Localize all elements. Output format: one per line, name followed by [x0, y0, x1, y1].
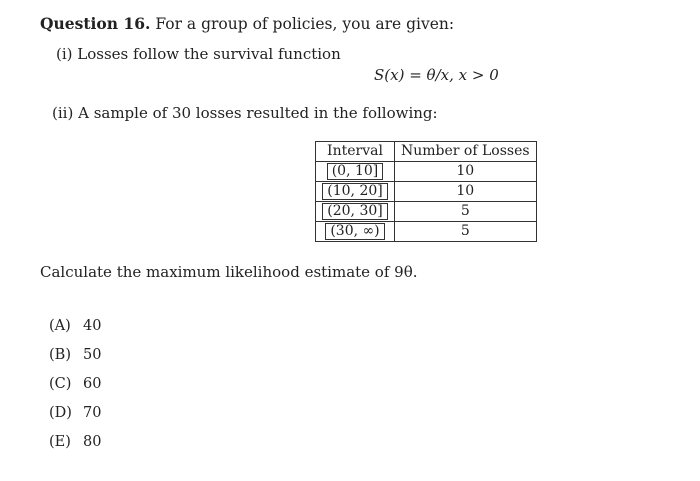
given-item-2: [52, 104, 438, 122]
choice-value: 70: [83, 405, 102, 421]
choice-label: (D): [49, 405, 72, 421]
interval-value: (30, ∞): [325, 223, 384, 240]
question-heading: [40, 14, 454, 33]
interval-value: (0, 10]: [327, 163, 384, 180]
given-item-2-label: (ii): [52, 104, 74, 122]
choice-label: (A): [49, 318, 71, 334]
given-item-2-text: A sample of 30 losses resulted in the following:: [78, 104, 438, 122]
loss-interval-table: [315, 141, 537, 242]
table-header-row: [316, 142, 537, 162]
choice-value: 40: [83, 318, 102, 334]
choice-value: 50: [83, 347, 102, 363]
interval-value: (20, 30]: [322, 203, 387, 220]
count-cell: 5: [395, 222, 537, 242]
given-item-1: [56, 45, 341, 63]
answer-choice-e[interactable]: [49, 434, 101, 450]
answer-choice-b[interactable]: [49, 347, 101, 363]
interval-value: (10, 20]: [322, 183, 387, 200]
question-prompt: Calculate the maximum likelihood estimate of 9θ.: [40, 263, 418, 281]
question-intro: For a group of policies, you are given:: [155, 15, 455, 33]
table-row: [316, 202, 537, 222]
interval-cell: [316, 182, 395, 202]
choice-value: 60: [83, 376, 102, 392]
interval-cell: [316, 162, 395, 182]
choice-value: 80: [83, 434, 102, 450]
survival-function-formula: S(x) = θ/x, x > 0: [374, 66, 499, 84]
choice-label: (C): [49, 376, 72, 392]
count-cell: 10: [395, 162, 537, 182]
choice-label: (E): [49, 434, 71, 450]
header-interval: Interval: [316, 142, 395, 162]
table-row: [316, 182, 537, 202]
table-row: [316, 222, 537, 242]
answer-choice-d[interactable]: [49, 405, 101, 421]
given-item-1-label: (i): [56, 45, 73, 63]
interval-cell: [316, 202, 395, 222]
question-number: Question 16.: [40, 14, 151, 33]
table-row: [316, 162, 537, 182]
answer-choice-c[interactable]: [49, 376, 101, 392]
answer-choice-a[interactable]: [49, 318, 101, 334]
count-cell: 10: [395, 182, 537, 202]
count-cell: 5: [395, 202, 537, 222]
interval-cell: [316, 222, 395, 242]
header-number-of-losses: Number of Losses: [395, 142, 537, 162]
choice-label: (B): [49, 347, 71, 363]
given-item-1-text: Losses follow the survival function: [77, 45, 341, 63]
